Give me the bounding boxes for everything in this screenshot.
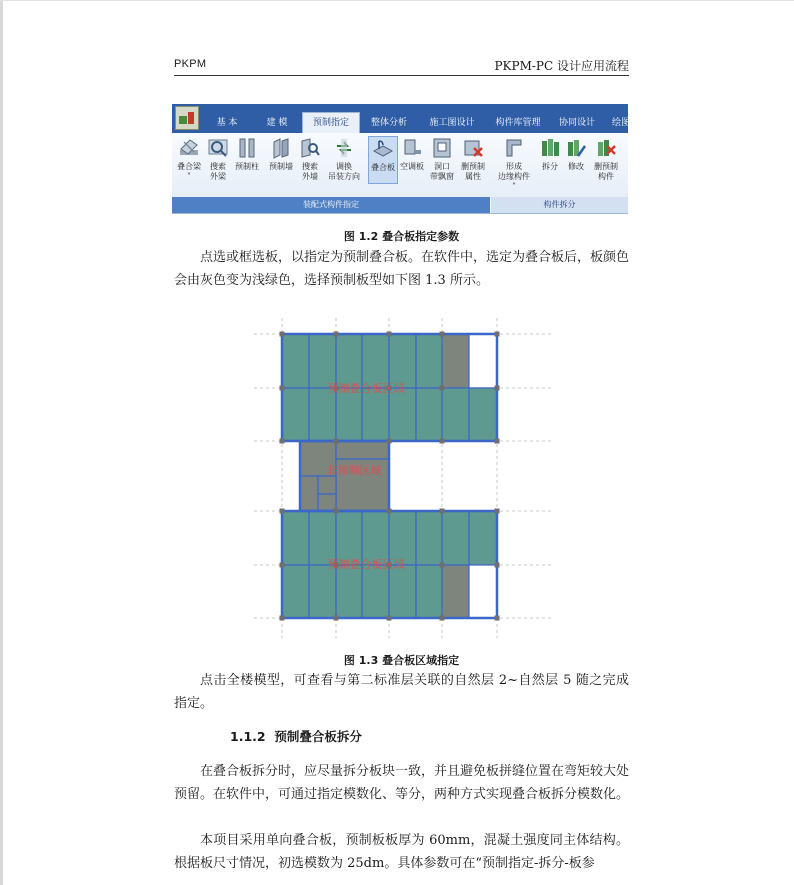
prefab-wall-button[interactable] (266, 136, 296, 172)
column-node (334, 332, 339, 337)
column-node (495, 563, 500, 568)
group-split: 构件拆分 (491, 197, 628, 213)
column-node (334, 616, 339, 621)
slab-panel (362, 511, 389, 565)
delete-prefab-attr-button[interactable] (458, 136, 488, 182)
slab-panel (442, 388, 469, 441)
tab-component-library[interactable]: 构件库管理 (495, 118, 541, 128)
non-prefab-panel (300, 476, 318, 511)
tab-collaboration[interactable]: 协同设计 (558, 118, 595, 128)
column-node (440, 563, 445, 568)
modify-icon (565, 136, 587, 160)
app-logo-icon (175, 106, 199, 130)
column-node (440, 616, 445, 621)
tab-drawing[interactable]: 绘图 (611, 118, 630, 128)
tool-label: 修改 (568, 162, 584, 171)
column-node (495, 616, 500, 621)
slab-panel (389, 565, 416, 618)
slab-panel (416, 334, 442, 388)
label-top-prefab: 预制叠合板区域 (327, 382, 405, 395)
column-node (495, 439, 500, 444)
slab-panel (336, 565, 362, 618)
floor-plan-figure (254, 318, 554, 638)
slab-panel (336, 388, 362, 441)
tool-label: 删预制 (594, 162, 618, 171)
column-node (280, 439, 285, 444)
figure-1-3-caption: 图 1.3 叠合板区域指定 (343, 654, 460, 667)
section-heading (230, 727, 362, 745)
paragraph-2: 点击全楼模型，可查看与第二标准层关联的自然层 2~自然层 5 随之完成指定。 (174, 673, 629, 711)
tab-analysis[interactable]: 整体分析 (370, 118, 407, 128)
slab-panel (309, 565, 336, 618)
ribbon-tab-bar (172, 104, 628, 133)
slab-panel (336, 334, 362, 388)
delete-attr-icon (462, 136, 484, 160)
header-rule (174, 75, 629, 76)
slab-panel (442, 511, 469, 565)
ribbon-toolbar (172, 133, 628, 197)
slab-panel (282, 334, 309, 388)
tool-label: 叠合梁 (177, 162, 201, 171)
prefab-column-icon (236, 136, 258, 160)
tab-prefab-assign[interactable]: 预制指定 (302, 112, 360, 133)
column-node (387, 332, 392, 337)
prefab-column-button[interactable] (232, 136, 262, 172)
modify-button[interactable] (564, 136, 588, 172)
opening-icon (431, 136, 453, 160)
column-node (440, 386, 445, 391)
split-button[interactable] (538, 136, 562, 172)
label-non-prefab: 非预制区域 (326, 464, 382, 477)
page-edge-top (0, 0, 794, 1)
tool-label-2: 吊装方向 (328, 172, 360, 181)
composite-beam-button[interactable] (174, 136, 204, 182)
non-prefab-panel (318, 494, 336, 511)
slab-panel (309, 334, 336, 388)
column-node (280, 563, 285, 568)
tool-label-2: 外墙 (302, 172, 318, 181)
search-beam-icon (207, 136, 229, 160)
slab-panel (362, 334, 389, 388)
tool-label: 搜索 (210, 162, 226, 171)
ribbon-group-bar (172, 197, 628, 213)
group-prefab-assign: 装配式构件指定 (172, 197, 490, 213)
slab-panel (469, 565, 497, 618)
column-node (387, 439, 392, 444)
form-edge-member-button[interactable] (492, 136, 536, 192)
tool-label-2: ˅ (187, 172, 191, 181)
figure-1-2-caption: 图 1.2 叠合板指定参数 (343, 230, 460, 243)
page-edge (0, 0, 3, 885)
section-title: 预制叠合板拆分 (274, 729, 362, 744)
slab-panel (469, 334, 497, 388)
tool-label: 空调板 (400, 162, 424, 171)
composite-slab-icon (372, 137, 394, 161)
non-prefab-panel (318, 476, 336, 494)
swap-lift-direction-button[interactable] (324, 136, 364, 182)
slab-panel (336, 511, 362, 565)
slab-panel (362, 565, 389, 618)
header-left: PKPM (174, 58, 207, 70)
slab-panel (389, 334, 416, 388)
slab-panel (416, 388, 442, 441)
split-icon (539, 136, 561, 160)
column-node (440, 439, 445, 444)
delete-member-icon (595, 136, 617, 160)
ac-slab-icon (401, 136, 423, 160)
slab-panel (282, 511, 309, 565)
label-bottom-prefab: 预制叠合板区域 (327, 558, 405, 571)
tool-label-2: 带飘窗 (430, 172, 454, 181)
tool-label: 搜索 (302, 162, 318, 171)
non-prefab-panel (336, 441, 389, 459)
prefab-wall-icon (270, 136, 292, 160)
swap-direction-icon (333, 136, 355, 160)
running-header (174, 52, 629, 76)
column-node (334, 509, 339, 514)
tool-label: 形成 (506, 162, 522, 171)
column-node (280, 332, 285, 337)
ac-slab-button[interactable] (398, 136, 426, 172)
slab-panel (416, 511, 442, 565)
slab-panel (469, 511, 497, 565)
delete-prefab-member-button[interactable] (590, 136, 622, 182)
slab-panel (282, 388, 309, 441)
tool-label: 删预制 (461, 162, 485, 171)
slab-panel (469, 388, 497, 441)
slab-panel (416, 565, 442, 618)
search-wall-icon (299, 136, 321, 160)
column-node (334, 439, 339, 444)
tool-label: 拆分 (542, 162, 558, 171)
header-right: PKPM-PC 设计应用流程 (494, 59, 629, 73)
search-outer-wall-button[interactable] (296, 136, 324, 182)
column-node (387, 509, 392, 514)
slab-panel (442, 334, 469, 388)
tab-modeling[interactable]: 建 模 (266, 118, 288, 128)
tool-label-3: ˅ (512, 182, 516, 191)
slab-panel (309, 511, 336, 565)
tool-label-2: 边缘构件 (498, 172, 530, 181)
slab-panel (362, 388, 389, 441)
slab-panel (282, 565, 309, 618)
section-number: 1.1.2 (230, 729, 266, 744)
slab-panel (389, 388, 416, 441)
column-node (440, 509, 445, 514)
paragraph-1: 点选或框选板，以指定为预制叠合板。在软件中，选定为叠合板后，板颜色会由灰色变为浅绿色，选择预制板型如下图 1.3 所示。 (174, 250, 630, 288)
opening-bay-window-button[interactable] (428, 136, 456, 182)
slab-panel (309, 388, 336, 441)
composite-beam-icon (178, 136, 200, 160)
tool-label: 预制墙 (269, 162, 293, 171)
column-node (495, 509, 500, 514)
floor-plan-svg (254, 318, 554, 638)
column-node (280, 386, 285, 391)
tool-label-2: 外梁 (210, 172, 226, 181)
slab-panel (442, 565, 469, 618)
paragraph-4: 本项目采用单向叠合板，预制板板厚为 60mm，混凝土强度同主体结构。根据板尺寸情况，初选模数为 25dm。具体参数可在“预制指定-拆分-板参 (174, 833, 629, 871)
tab-basic[interactable]: 基 本 (216, 118, 238, 128)
tab-drawing-design[interactable]: 施工图设计 (429, 118, 475, 128)
column-node (280, 509, 285, 514)
tool-label-2: 属性 (465, 172, 481, 181)
paragraph-3: 在叠合板拆分时，应尽量拆分板块一致，并且避免板拼缝位置在弯矩较大处预留。在软件中，可通过指定模数化、等分，两种方式实现叠合板拆分模数化。 (174, 764, 630, 802)
column-node (440, 332, 445, 337)
edge-member-icon (503, 136, 525, 160)
column-node (387, 616, 392, 621)
tool-label: 洞口 (434, 162, 450, 171)
tool-label: 叠合板 (371, 163, 395, 172)
slab-panel (389, 511, 416, 565)
column-node (495, 332, 500, 337)
composite-slab-button[interactable] (368, 136, 398, 184)
tool-label: 预制柱 (235, 162, 259, 171)
ribbon-screenshot (172, 104, 628, 214)
column-node (280, 616, 285, 621)
search-outer-beam-button[interactable] (204, 136, 232, 182)
column-node (495, 386, 500, 391)
tool-label-2: 构件 (598, 172, 614, 181)
tool-label: 调换 (336, 162, 352, 171)
